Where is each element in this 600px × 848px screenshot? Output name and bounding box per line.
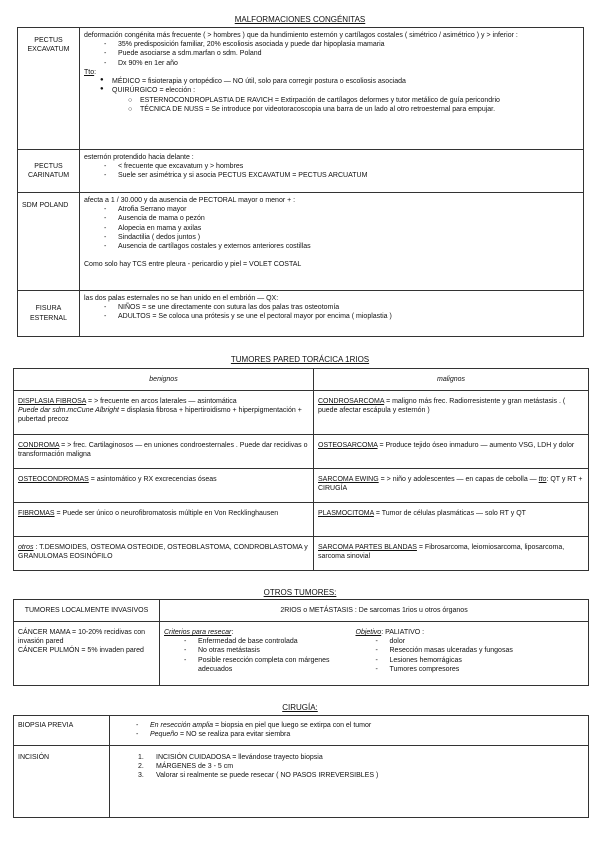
- osteocondromas-cell: [14, 469, 314, 503]
- ewing-cell: [314, 469, 589, 503]
- biopsia-pequeno-italic: Pequeño: [150, 731, 179, 739]
- poland-note: Como solo hay TCS entre pleura - pericardio y piel = VOLET COSTAL: [84, 261, 302, 269]
- plasmocitoma-cell: [314, 503, 589, 537]
- quirurgico-list: [84, 96, 579, 114]
- item-number: 3.: [138, 772, 144, 780]
- carinatum-label: PECTUS CARINATUM: [18, 150, 80, 193]
- condrosarcoma-cell: [314, 391, 589, 435]
- list-item: - NIÑOS = se une directamente con sutura las dos palas tras osteotomía: [84, 303, 579, 312]
- criterios-list: [164, 637, 348, 674]
- excavatum-label: PECTUS EXCAVATUM: [18, 28, 80, 150]
- partes-blandas-text: = Fibrosarcoma, leiomiosarcoma, liposarcoma, sarcoma sinovial: [318, 544, 565, 561]
- biopsia-amplia-italic: En resección amplia: [150, 722, 214, 729]
- plasmocitoma-name: PLASMOCITOMA: [318, 510, 374, 517]
- criterios-label: Criterios para resecar: [164, 629, 232, 636]
- ewing-text: = > niño y adolescentes — en capas de cebolla —: [378, 476, 537, 483]
- otros-tumores-table: [13, 599, 589, 686]
- fisura-list: [84, 303, 579, 321]
- cirugia-title: CIRUGÍA:: [282, 703, 318, 712]
- fibromas-cell: [14, 503, 314, 537]
- otros-cell: [14, 537, 314, 571]
- biopsia-list: [114, 721, 584, 739]
- tto-colon: :: [94, 68, 97, 76]
- excavatum-content: [80, 28, 584, 150]
- list-item: - No otras metástasis: [164, 646, 348, 655]
- poland-label: SDM POLAND: [18, 193, 80, 291]
- list-item: [116, 762, 584, 771]
- biopsia-amplia-text: = biopsia en piel que luego se extirpa con el tumor: [213, 722, 372, 729]
- list-item: - Ausencia de cartílagos costales y externos anteriores costillas: [84, 242, 579, 251]
- criterios-colon: :: [231, 629, 234, 636]
- biopsia-content: [110, 716, 589, 746]
- poland-content: [80, 193, 584, 291]
- header-row: [14, 369, 589, 391]
- item-number: 1.: [138, 754, 144, 761]
- osteosarcoma-name: OSTEOSARCOMA: [318, 442, 378, 449]
- displasia-text: = > frecuente en arcos laterales — asintomática: [86, 398, 237, 405]
- list-item: - Tumores compresores: [356, 665, 585, 674]
- list-item: - Lesiones hemorrágicas: [356, 656, 585, 665]
- col-benignos: benignos: [14, 369, 314, 391]
- otros-name: otros: [18, 544, 34, 551]
- table-row: [14, 435, 589, 469]
- list-item: - Suele ser asimétrica y si asocia PECTUS EXCAVATUM = PECTUS ARCUATUM: [84, 171, 579, 180]
- displasia-text2: = displasia fibrosa + hipertiroidismo + hiperpigmentación + pubertad precoz: [18, 407, 302, 424]
- row-carinatum: [18, 150, 584, 193]
- otros-tumores-title: OTROS TUMORES:: [263, 588, 337, 597]
- objetivo-cell: [352, 622, 589, 686]
- item-text: MÁRGENES de 3 - 5 cm: [156, 763, 234, 771]
- list-item: [116, 721, 584, 730]
- tto-quirurgico: ● QUIRÚRGICO = elección :: [84, 86, 579, 95]
- col-malignos: malignos: [314, 369, 589, 391]
- osteosarcoma-text: = Produce tejido óseo inmaduro — aumento VSG, LDH y dolor: [377, 442, 575, 449]
- poland-intro: afecta a 1 / 30.000 y da ausencia de PECTORAL mayor o menor + :: [84, 197, 296, 204]
- list-item: [116, 730, 584, 739]
- objetivo-text: : PALIATIVO :: [381, 629, 425, 636]
- otros-text: : T.DESMOIDES, OSTEOMA OSTEOIDE, OSTEOBLASTOMA, CONDROBLASTOMA y GRANULOMAS EOSINÓFILO: [18, 544, 308, 561]
- tumores-pared-title: TUMORES PARED TORÁCICA 1RIOS: [230, 355, 370, 364]
- list-item: - Sindactilia ( dedos juntos ): [84, 233, 579, 242]
- poland-list: [84, 205, 579, 251]
- list-item: [116, 771, 584, 780]
- plasmocitoma-text: = Tumor de células plasmáticas — solo RT y QT: [373, 510, 526, 517]
- fisura-intro: las dos palas esternales no se han unido en el embrión — QX:: [84, 295, 279, 302]
- cancer-mama: CÁNCER MAMA = 10-20% recidivas con invasión pared: [18, 629, 146, 646]
- tecnica-nuss: ○ TÉCNICA DE NUSS = Se introduce por videotoracoscopia una barra de un lado al otro retroesternal para empujar.: [84, 105, 579, 114]
- partes-blandas-name: SARCOMA PARTES BLANDAS: [318, 544, 417, 551]
- table-row: [14, 503, 589, 537]
- condrosarcoma-text: = maligno más frec. Radiorresistente y gran metástasis . ( puede afectar escápula y esternón ): [318, 398, 566, 415]
- biopsia-label: BIOPSIA PREVIA: [14, 716, 110, 746]
- row-poland: [18, 193, 584, 291]
- ewing-name: SARCOMA EWING: [318, 476, 379, 483]
- table-row: [14, 746, 589, 818]
- item-text: Valorar si realmente se puede resecar ( NO PASOS IRREVERSIBLES ): [156, 772, 379, 780]
- tto-list: [84, 77, 579, 95]
- fisura-content: [80, 291, 584, 337]
- list-item: - dolor: [356, 637, 585, 646]
- col-metastasis: 2RIOS o METÁSTASIS : De sarcomas 1rios u otros órganos: [160, 600, 589, 622]
- list-item: - ADULTOS = Se coloca una prótesis y se une el pectoral mayor por encima ( mioplastia ): [84, 312, 579, 321]
- item-number: 2.: [138, 763, 144, 771]
- carinatum-list: [84, 162, 579, 180]
- ewing-tto-text: : QT y RT + CIRUGÍA: [318, 476, 583, 493]
- malformaciones-table: [17, 27, 584, 337]
- list-item: - Resección masas ulceradas y fungosas: [356, 646, 585, 655]
- condrosarcoma-name: CONDROSARCOMA: [318, 398, 385, 405]
- excavatum-list: [84, 40, 579, 68]
- table-row: [14, 716, 589, 746]
- tecnica-ravich: ○ ESTERNOCONDROPLASTIA DE RAVICH = Extirpación de cartílagos deformes y tutor metálico de guía pericondrio: [84, 96, 579, 105]
- malformaciones-title: MALFORMACIONES CONGÉNITAS: [234, 15, 366, 24]
- ewing-tto: tto: [538, 476, 547, 483]
- fisura-label: FISURA ESTERNAL: [18, 291, 80, 337]
- fibromas-name: FIBROMAS: [18, 510, 55, 517]
- row-excavatum: [18, 28, 584, 150]
- list-item: - Atrofia Serrano mayor: [84, 205, 579, 214]
- condroma-cell: [14, 435, 314, 469]
- col-locales: TUMORES LOCALMENTE INVASIVOS: [14, 600, 160, 622]
- tto-medico: ● MÉDICO = fisioterapia y ortopédico — NO útil, solo para corregir postura o escoliosis asociada: [84, 77, 579, 86]
- excavatum-intro: deformación congénita más frecuente ( > hombres ) que da hundimiento esternón y cartílagos costales ( simétrico / asimétrico ) y > inferior :: [84, 32, 518, 39]
- incision-label: INCISIÓN: [14, 746, 110, 818]
- fibromas-text: = Puede ser único o neurofibromatosis múltiple en Von Recklinghausen: [54, 510, 279, 517]
- cancer-pulmon: CÁNCER PULMÓN = 5% invaden pared: [18, 647, 144, 655]
- incision-list: [114, 753, 584, 781]
- list-item: - Enfermedad de base controlada: [164, 637, 348, 646]
- list-item: - Posible resección completa con márgenes adecuados: [164, 656, 348, 674]
- objetivo-label: Objetivo: [355, 629, 382, 636]
- item-text: INCISIÓN CUIDADOSA = llevándose trayecto biopsia: [156, 754, 323, 761]
- table-row: [14, 537, 589, 571]
- displasia-name: DISPLASIA FIBROSA: [18, 398, 87, 405]
- cirugia-table: [13, 715, 589, 818]
- tumores-pared-table: [13, 368, 589, 571]
- table-row: [14, 622, 589, 686]
- locales-cell: [14, 622, 160, 686]
- partes-blandas-cell: [314, 537, 589, 571]
- list-item: - 35% predisposición familiar, 20% escoliosis asociada y puede dar hipoplasia mamaria: [84, 40, 579, 49]
- osteocondromas-name: OSTEOCONDROMAS: [18, 476, 89, 483]
- list-item: - < frecuente que excavatum y > hombres: [84, 162, 579, 171]
- carinatum-intro: esternón protendido hacia delante :: [84, 154, 194, 161]
- tto-label: Tto: [84, 68, 95, 76]
- table-row: [14, 391, 589, 435]
- criterios-cell: [160, 622, 352, 686]
- list-item: [116, 753, 584, 762]
- displasia-cell: [14, 391, 314, 435]
- osteosarcoma-cell: [314, 435, 589, 469]
- objetivo-list: [356, 637, 585, 674]
- table-row: [14, 469, 589, 503]
- list-item: - Alopecia en mama y axilas: [84, 224, 579, 233]
- row-fisura: [18, 291, 584, 337]
- biopsia-pequeno-text: = NO se realiza para evitar siembra: [178, 731, 291, 739]
- condroma-name: CONDROMA: [18, 442, 60, 449]
- header-row: [14, 600, 589, 622]
- list-item: - Dx 90% en 1er año: [84, 59, 579, 68]
- incision-content: [110, 746, 589, 818]
- carinatum-content: [80, 150, 584, 193]
- condroma-text: = > frec. Cartilaginosos — en uniones condroesternales . Puede dar recidivas o transformación maligna: [18, 442, 308, 459]
- displasia-italic: Puede dar sdm.mcCune Albright: [18, 407, 119, 415]
- list-item: - Puede asociarse a sdm.marfan o sdm. Poland: [84, 49, 579, 58]
- osteocondromas-text: = asintomático y RX excrecencias óseas: [88, 476, 217, 483]
- list-item: - Ausencia de mama o pezón: [84, 214, 579, 223]
